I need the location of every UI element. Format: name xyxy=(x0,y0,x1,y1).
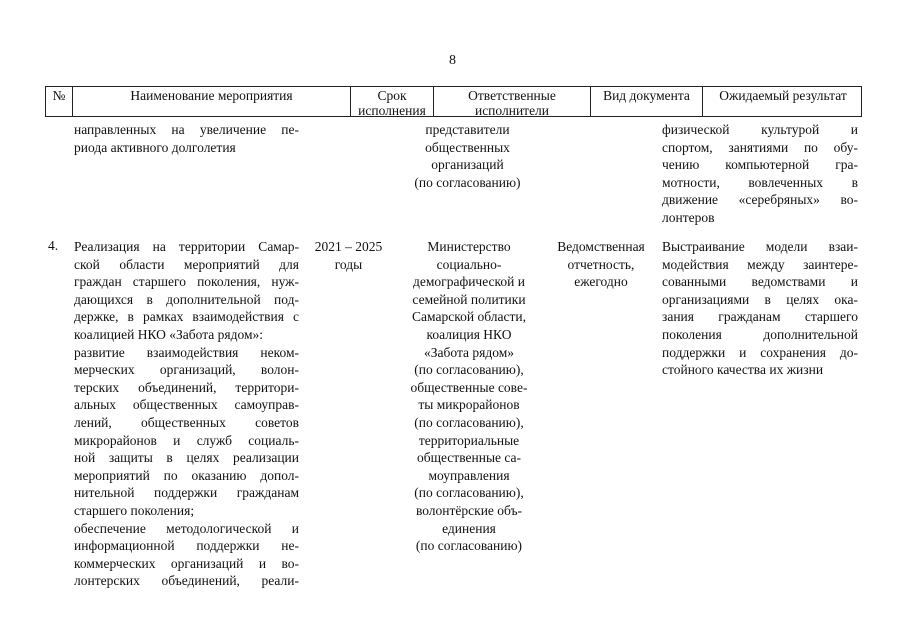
text-line: спортом, занятиями по обу- xyxy=(662,139,858,155)
text-line: развитие взаимодействия неком- xyxy=(74,344,299,360)
text-line: отчетность, xyxy=(567,256,635,272)
continued-event-name xyxy=(74,121,299,156)
text-line: Министерство xyxy=(427,239,511,254)
text-line: демографической и xyxy=(413,274,525,290)
continued-responsible xyxy=(390,121,545,191)
text-line: общественные са- xyxy=(416,450,522,466)
header-term xyxy=(351,87,434,116)
text-line: общественные сове- xyxy=(410,379,528,395)
text-line: направленных на увеличение пе- xyxy=(74,122,299,137)
text-line: риода активного долголетия xyxy=(74,139,236,155)
header-expected-result: Ожидаемый результат xyxy=(719,88,847,103)
header-term-line: Срок xyxy=(377,88,407,103)
text-line: модействия между заинтере- xyxy=(662,256,858,272)
text-line: мероприятий по оказанию допол- xyxy=(74,467,299,483)
text-line: Ведомственная xyxy=(557,239,645,254)
text-line: граждан старшего поколения, нуж- xyxy=(74,274,299,290)
text-line: поддержки и сохранения до- xyxy=(662,344,858,360)
text-line: лонтерских объединений, реали- xyxy=(74,573,299,589)
text-line: старшего поколения; xyxy=(74,502,195,518)
text-line: коалицией НКО «Забота рядом»: xyxy=(74,326,264,342)
text-line: территориальные xyxy=(418,432,520,448)
text-line: нительной поддержки гражданам xyxy=(74,485,299,501)
text-line: (по согласованию) xyxy=(415,538,523,554)
row4-document-type xyxy=(546,238,656,291)
text-line: (по согласованию), xyxy=(414,485,524,501)
text-line: социально- xyxy=(436,256,502,272)
header-number: № xyxy=(46,87,73,116)
text-line: коалиция НКО xyxy=(426,326,512,342)
text-line: (по согласованию) xyxy=(414,174,521,190)
text-line: ты микрорайонов xyxy=(418,397,520,413)
text-line: годы xyxy=(334,256,363,272)
text-line: ской области мероприятий для xyxy=(74,256,299,272)
text-line: (по согласованию), xyxy=(414,414,524,430)
text-line: физической культурой и xyxy=(662,122,858,137)
text-line: чению компьютерной гра- xyxy=(662,157,858,173)
header-document-type: Вид документа xyxy=(591,87,703,116)
text-line: лений, общественных советов xyxy=(74,414,299,430)
text-line: Самарской области, xyxy=(412,309,526,325)
text-line: дающихся в дополнительной под- xyxy=(74,291,299,307)
text-line: держке, в рамках взаимодействия с xyxy=(74,309,299,325)
row4-responsible xyxy=(390,238,548,555)
text-line: информационной поддержки не- xyxy=(74,538,299,554)
text-line: поколения дополнительной xyxy=(662,326,858,342)
text-line: альных общественных самоуправ- xyxy=(74,397,299,413)
row-number: 4. xyxy=(48,238,59,253)
table-header xyxy=(45,86,862,117)
text-line: обеспечение методологической и xyxy=(74,520,299,536)
text-line: организациями в целях ока- xyxy=(662,291,858,307)
page-number: 8 xyxy=(449,53,456,68)
text-line: общественных xyxy=(425,139,510,155)
text-line: ной защиты в целях реализации xyxy=(74,450,299,466)
text-line: семейной политики xyxy=(412,291,526,307)
text-line: Выстраивание модели взаи- xyxy=(662,239,858,254)
row4-expected-result xyxy=(662,238,858,379)
text-line: микрорайонов и служб социаль- xyxy=(74,432,299,448)
header-event-name: Наименование мероприятия xyxy=(73,87,351,116)
text-line: организаций xyxy=(431,157,504,173)
text-line: лонтеров xyxy=(662,209,715,225)
row4-term xyxy=(307,238,390,273)
text-line: моуправления xyxy=(428,467,510,483)
text-line: коммерческих организаций и во- xyxy=(74,555,299,571)
row4-event-name xyxy=(74,238,299,590)
text-line: «Забота рядом» xyxy=(424,344,514,360)
text-line: 2021 – 2025 xyxy=(314,239,383,254)
header-responsible-line: Ответственные xyxy=(468,88,556,103)
text-line: представители xyxy=(425,122,510,137)
header-term-line: исполнения xyxy=(358,103,426,118)
text-line: мотности, вовлеченных в xyxy=(662,174,858,190)
text-line: единения xyxy=(442,520,496,536)
text-line: Реализация на территории Самар- xyxy=(74,239,299,254)
header-responsible-line: исполнители xyxy=(474,103,550,118)
text-line: движение «серебряных» во- xyxy=(662,192,858,208)
text-line: зания гражданам старшего xyxy=(662,309,858,325)
text-line: сованными ведомствами и xyxy=(662,274,858,290)
text-line: (по согласованию), xyxy=(414,362,524,378)
text-line: стойного качества их жизни xyxy=(662,362,824,378)
continued-result xyxy=(662,121,858,227)
header-responsible xyxy=(434,87,591,116)
text-line: ежегодно xyxy=(574,274,628,290)
text-line: мерческих организаций, волон- xyxy=(74,362,299,378)
text-line: волонтёрские объ- xyxy=(415,502,523,518)
text-line: терских объединений, территори- xyxy=(74,379,299,395)
